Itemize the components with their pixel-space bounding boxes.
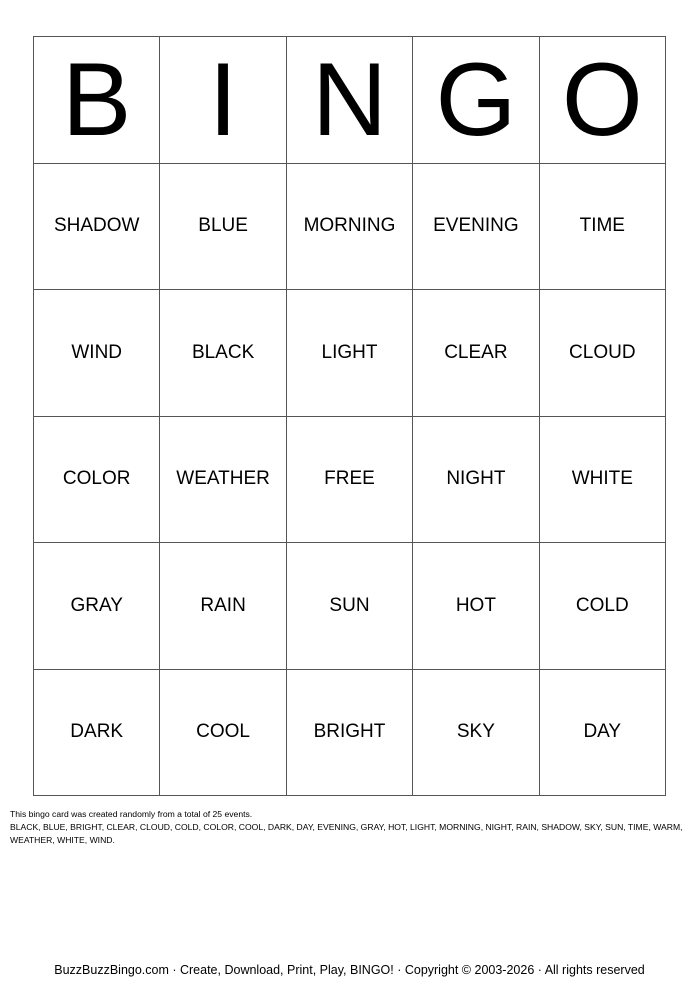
bingo-cell: RAIN [160, 543, 286, 670]
bingo-cell: SUN [287, 543, 413, 670]
bingo-cell: CLEAR [413, 290, 539, 417]
bingo-cell: BLACK [160, 290, 286, 417]
bingo-cell-free: FREE [287, 417, 413, 544]
note-intro: This bingo card was created randomly from a total of 25 events. [10, 809, 253, 819]
bingo-cell: CLOUD [540, 290, 666, 417]
bingo-cell: DARK [34, 670, 160, 797]
bingo-cell: COLOR [34, 417, 160, 544]
bingo-cell: MORNING [287, 164, 413, 291]
bingo-cell: TIME [540, 164, 666, 291]
bingo-cell: WHITE [540, 417, 666, 544]
header-letter-b: B [34, 37, 160, 164]
note-event-list: BLACK, BLUE, BRIGHT, CLEAR, CLOUD, COLD, COLOR, COOL, DARK, DAY, EVENING, GRAY, HOT, LIGHT, MORNING, NIGHT, RAIN, SHADOW, SKY, SUN, TIME, WARM, WEATHER, WHITE, WIND. [10, 822, 683, 845]
header-letter-g: G [413, 37, 539, 164]
bingo-cell: HOT [413, 543, 539, 670]
bingo-cell: SKY [413, 670, 539, 797]
bingo-cell: WIND [34, 290, 160, 417]
bingo-cell: COLD [540, 543, 666, 670]
page-footer: BuzzBuzzBingo.com · Create, Download, Print, Play, BINGO! · Copyright © 2003-2026 · All rights reserved [54, 963, 645, 977]
header-letter-n: N [287, 37, 413, 164]
bingo-cell: GRAY [34, 543, 160, 670]
card-info-note [10, 808, 690, 847]
bingo-cell: LIGHT [287, 290, 413, 417]
header-letter-o: O [540, 37, 666, 164]
bingo-cell: SHADOW [34, 164, 160, 291]
bingo-cell: BLUE [160, 164, 286, 291]
bingo-cell: BRIGHT [287, 670, 413, 797]
bingo-cell: WEATHER [160, 417, 286, 544]
bingo-card [33, 36, 666, 796]
bingo-cell: EVENING [413, 164, 539, 291]
header-letter-i: I [160, 37, 286, 164]
bingo-cell: DAY [540, 670, 666, 797]
bingo-cell: COOL [160, 670, 286, 797]
bingo-cell: NIGHT [413, 417, 539, 544]
